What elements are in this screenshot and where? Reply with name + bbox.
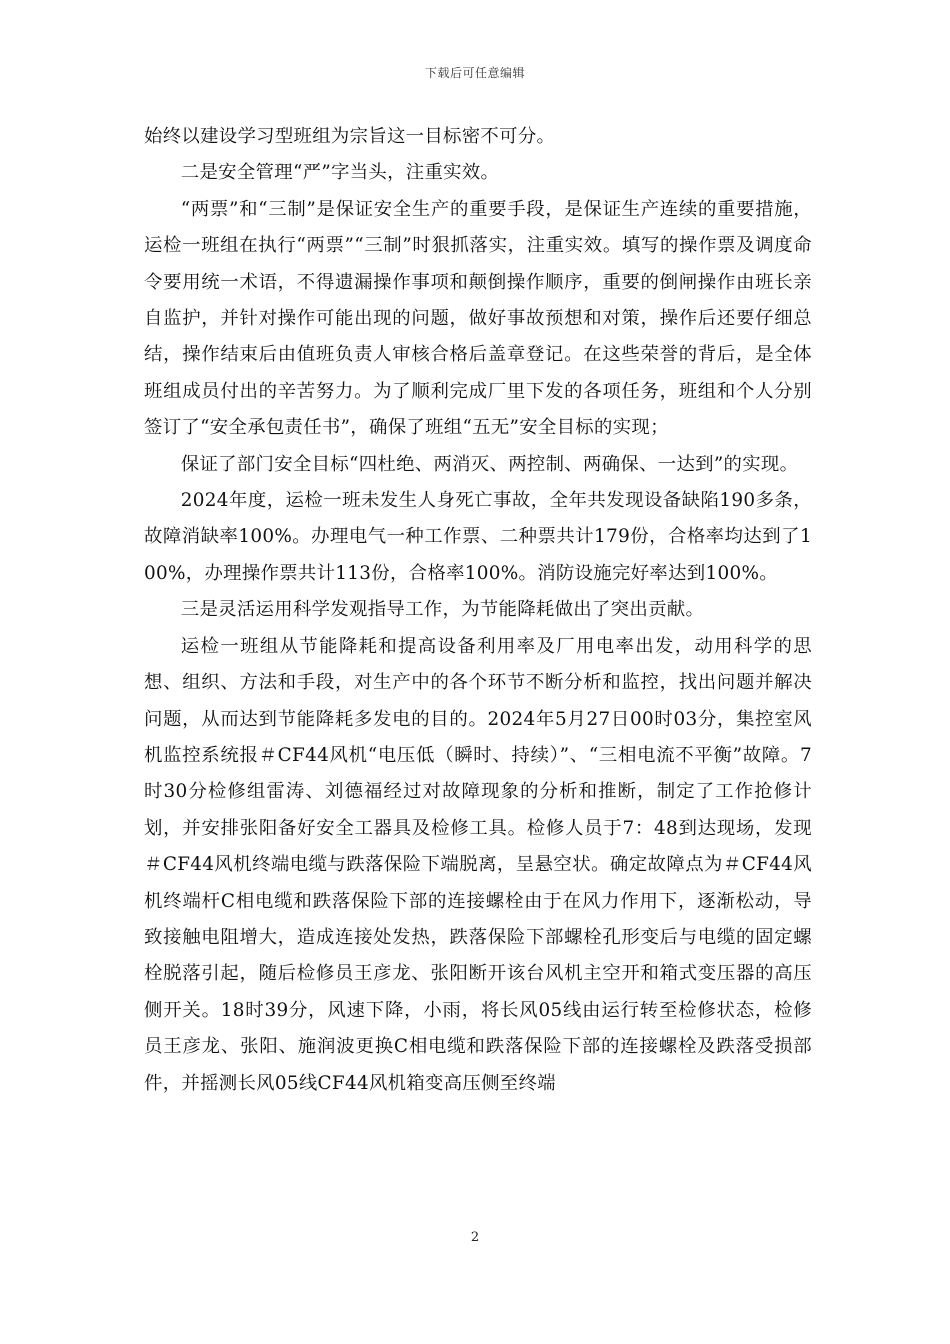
paragraph-6: 三是灵活运用科学发观指导工作，为节能降耗做出了突出贡献。 — [180, 599, 705, 621]
document-body — [144, 119, 812, 1102]
paragraph-2: 二是安全管理“严”字当头，注重实效。 — [180, 162, 500, 184]
page-header: 下载后可任意编辑 — [424, 66, 525, 80]
paragraph-7: 运检一班组从节能降耗和提高设备利用率及厂用电率出发，动用科学的思想、组织、方法和手段，对生产中的各个环节不断分析和监控，找出问题并解决问题，从而达到节能降耗多发电的目的。2024年5月27日00时03分，集控室风机监控系统报＃CF44风机“电压低（瞬时、持续）”、“三相电流不平衡”故障。7时30分检修组雷涛、刘德福经过对故障现象的分析和推断，制定了工作抢修计划，并安排张阳备好安全工器具及检修工具。检修人员于7：48到达现场，发现＃CF44风机终端电缆与跌落保险下端脱离，呈悬空状。确定故障点为＃CF44风机终端杆C相电缆和跌落保险下部的连接螺栓由于在风力作用下，逐渐松动，导致接触电阻增大，造成连接处发热，跌落保险下部螺栓孔形变后与电缆的固定螺栓脱落引起，随后检修员王彦龙、张阳断开该台风机主空开和箱式变压器的高压侧开关。18时39分，风速下降，小雨，将长风05线由运行转至检修状态，检修员王彦龙、张阳、施润波更换C相电缆和跌落保险下部的连接螺栓及跌落受损部件，并摇测长风05线CF44风机箱变高压侧至终端 — [144, 635, 812, 1094]
page-number: 2 — [470, 1230, 480, 1245]
paragraph-1: 始终以建设学习型班组为宗旨这一目标密不可分。 — [144, 126, 556, 147]
paragraph-3: “两票”和“三制”是保证安全生产的重要手段，是保证生产连续的重要措施，运检一班组在执行“两票”“三制”时狠抓落实，注重实效。填写的操作票及调度命令要用统一术语，不得遗漏操作事项和颠倒操作顺序，重要的倒闸操作由班长亲自监护，并针对操作可能出现的问题，做好事故预想和对策，操作后还要仔细总结，操作结束后由值班负责人审核合格后盖章登记。在这些荣誉的背后，是全体班组成员付出的辛苦努力。为了顺利完成厂里下发的各项任务，班组和个人分别签订了“安全承包责任书”，确保了班组“五无”安全目标的实现； — [144, 198, 812, 439]
paragraph-4: 保证了部门安全目标“四杜绝、两消灭、两控制、两确保、一达到”的实现。 — [180, 453, 799, 475]
paragraph-5: 2024年度，运检一班未发生人身死亡事故，全年共发现设备缺陷190多条，故障消缺率100%。办理电气一种工作票、二种票共计179份，合格率均达到了100%，办理操作票共计113份，合格率100%。消防设施完好率达到100%。 — [144, 490, 812, 584]
